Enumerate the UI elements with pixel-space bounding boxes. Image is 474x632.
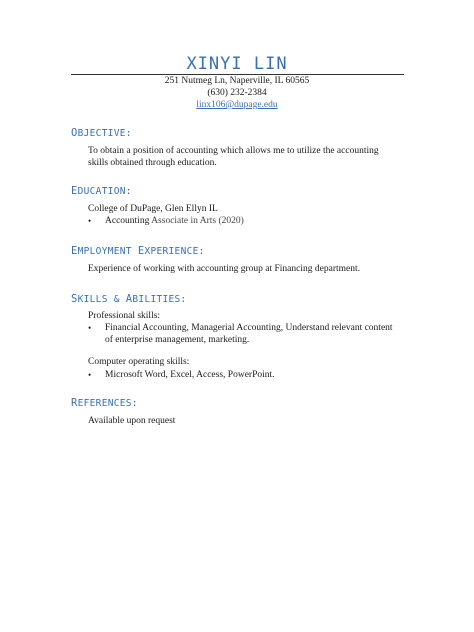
professional-skills-line-2: of enterprise management, marketing. (105, 335, 250, 345)
employment-line: Experience of working with accounting group at Financing department. (88, 264, 360, 274)
references-heading-rest: EFERENCES: (77, 398, 138, 409)
objective-line-2: skills obtained through education. (88, 158, 217, 168)
references-heading (71, 397, 138, 409)
skills-heading-initial: S (71, 293, 78, 305)
education-heading (71, 185, 132, 197)
computer-skills-label: Computer operating skills: (88, 357, 190, 367)
employment-heading-initial-2: E (137, 245, 145, 257)
objective-line-1: To obtain a position of accounting which allows me to utilize the accounting (88, 146, 379, 156)
professional-skills-label: Professional skills: (88, 311, 161, 321)
professional-skills-line-1: Financial Accounting, Managerial Accounting, Understand relevant content (105, 323, 393, 333)
contact-address: 251 Nutmeg Ln, Naperville, IL 60565 (164, 76, 310, 86)
objective-heading (71, 127, 132, 139)
skills-heading (71, 293, 187, 305)
computer-skills-line: Microsoft Word, Excel, Access, PowerPoint. (105, 370, 275, 380)
education-major: Accounting (105, 216, 150, 226)
references-line: Available upon request (88, 416, 176, 426)
education-heading-initial: E (71, 185, 78, 197)
objective-heading-initial: O (71, 127, 78, 139)
objective-heading-rest: BJECTIVE: (77, 128, 132, 139)
education-heading-rest: DUCATION: (77, 186, 132, 197)
skills-heading-rest: KILLS & (77, 294, 126, 305)
bullet-icon: • (88, 216, 92, 226)
bullet-icon: • (88, 323, 92, 333)
bullet-icon: • (88, 370, 92, 380)
employment-heading-rest: MPLOYMENT (77, 246, 138, 257)
candidate-name: XINYI LIN (186, 54, 288, 74)
contact-phone: (630) 232-2384 (207, 88, 267, 98)
skills-heading-initial-2: A (125, 293, 133, 305)
employment-heading-initial: E (71, 245, 78, 257)
skills-heading-rest-2: BILITIES: (132, 294, 187, 305)
education-degree: Associate in Arts (2020) (151, 216, 244, 226)
references-heading-initial: R (71, 397, 78, 409)
employment-heading (71, 245, 205, 257)
employment-heading-rest-2: XPERIENCE: (144, 246, 205, 257)
education-school: College of DuPage, Glen Ellyn IL (88, 204, 218, 214)
contact-email-link[interactable]: linx106@dupage.edu (196, 100, 278, 110)
